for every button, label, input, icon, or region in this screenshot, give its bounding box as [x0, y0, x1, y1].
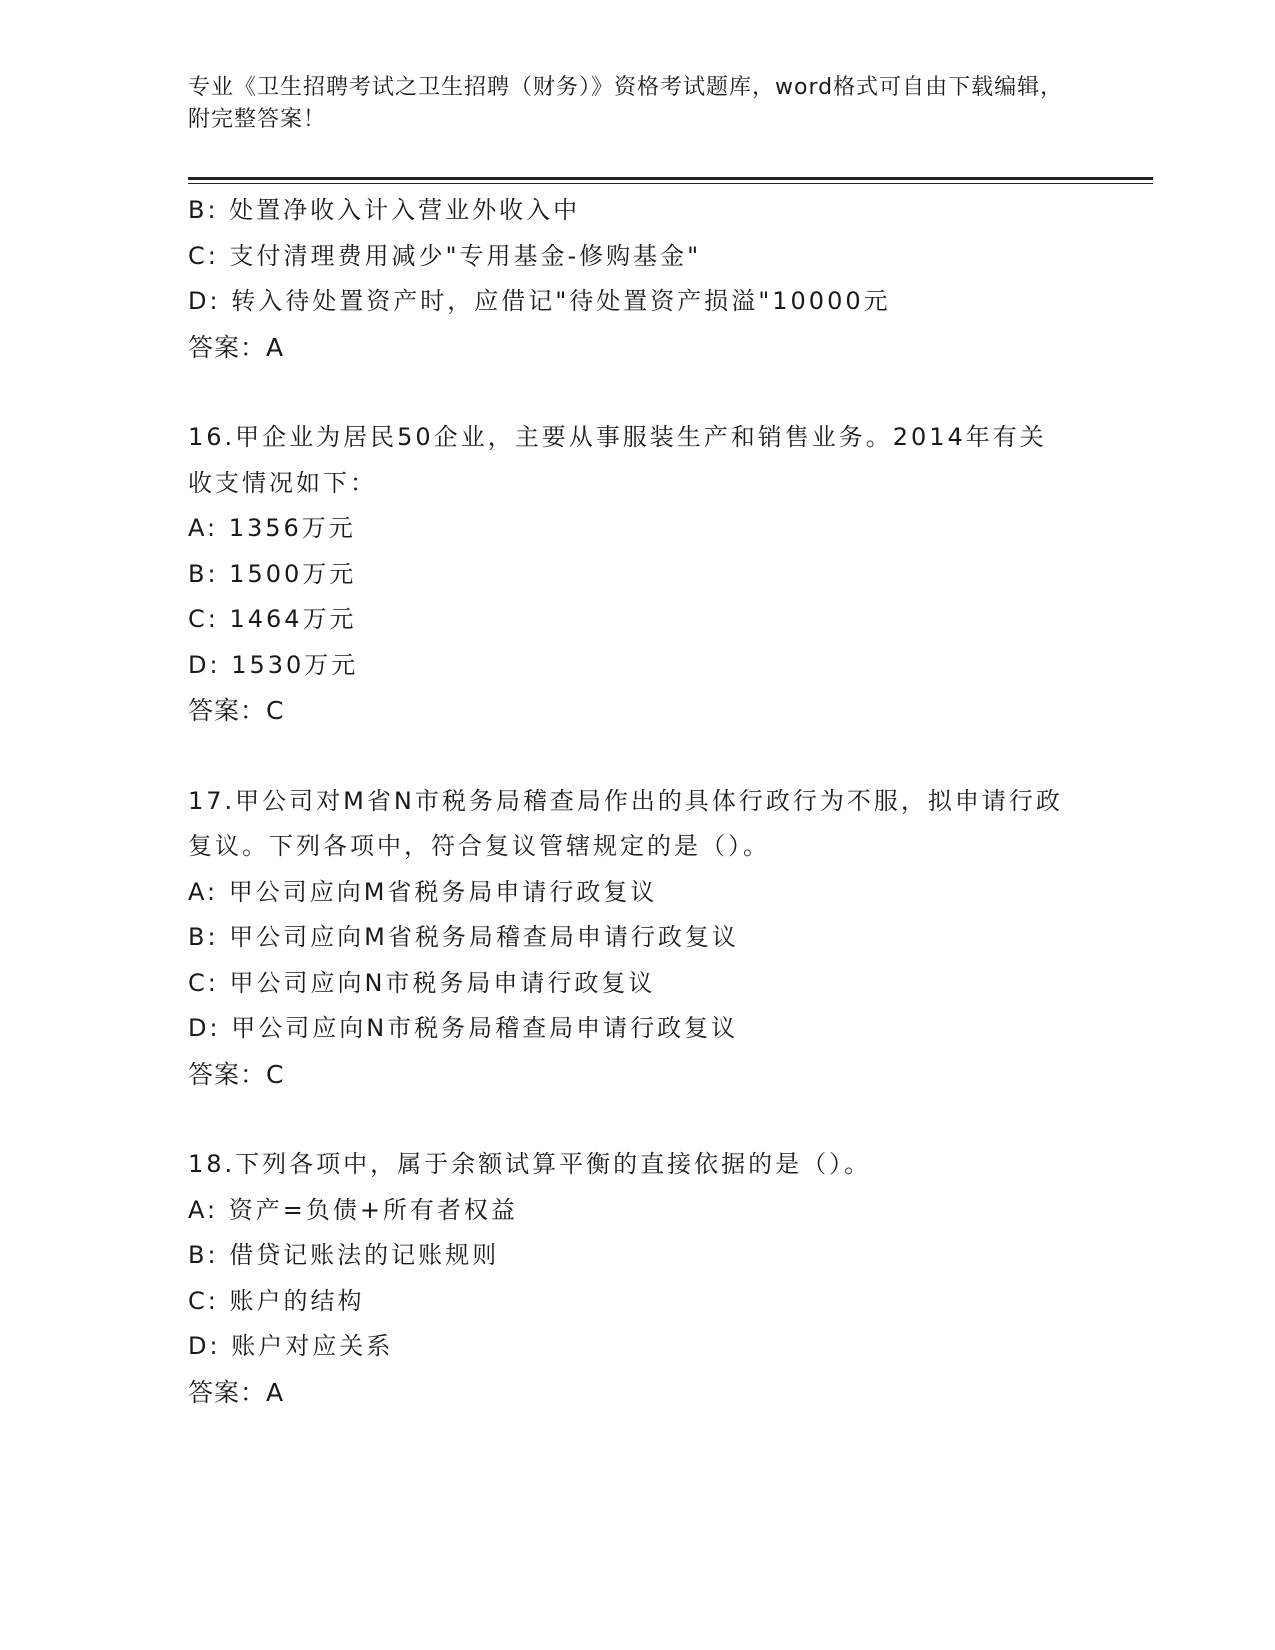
- question-text: 16.甲企业为居民50企业，主要从事服装生产和销售业务。2014年有关收支情况如下：: [188, 423, 1047, 497]
- option-d: D: 转入待处置资产时，应借记"待处置资产损溢"10000元: [188, 287, 891, 315]
- answer-label: 答案：C: [188, 1059, 285, 1089]
- option-d: D: 甲公司应向N市税务局稽查局申请行政复议: [188, 1014, 739, 1042]
- header-rule-thick: [188, 177, 1153, 180]
- option-b: B: 处置净收入计入营业外收入中: [188, 196, 581, 224]
- option-b: B: 甲公司应向M省税务局稽查局申请行政复议: [188, 923, 739, 951]
- question-text: 18.下列各项中，属于余额试算平衡的直接依据的是（）。: [188, 1150, 872, 1178]
- option-a: A: 甲公司应向M省税务局申请行政复议: [188, 877, 658, 906]
- option-c: C: 1464万元: [188, 605, 357, 633]
- answer-label: 答案：C: [188, 696, 285, 725]
- option-d: D: 账户对应关系: [188, 1332, 394, 1360]
- answer-label: 答案：A: [188, 332, 285, 362]
- option-b: B: 借贷记账法的记账规则: [188, 1241, 500, 1269]
- option-c: C: 支付清理费用减少"专用基金-修购基金": [188, 241, 702, 270]
- header-rule-thin: [188, 183, 1153, 184]
- question-gap: [188, 370, 1088, 415]
- question-gap: [188, 1097, 1088, 1142]
- option-b: B: 1500万元: [188, 559, 357, 588]
- option-a: A: 资产=负债+所有者权益: [188, 1195, 518, 1224]
- question-list: [188, 188, 1088, 1415]
- question-17: [188, 779, 1088, 1098]
- question-16: [188, 415, 1088, 734]
- option-c: C: 账户的结构: [188, 1286, 365, 1315]
- question-18: [188, 1142, 1088, 1415]
- document-header: 专业《卫生招聘考试之卫生招聘（财务）》资格考试题库，word格式可自由下载编辑，附完整答案！: [188, 75, 1064, 132]
- question-gap: [188, 734, 1088, 779]
- prev-question-block: [188, 188, 1088, 370]
- option-d: D: 1530万元: [188, 650, 359, 679]
- question-text: 17.甲公司对M省N市税务局稽查局作出的具体行政行为不服，拟申请行政复议。下列各项中，符合复议管辖规定的是（）。: [188, 786, 1063, 860]
- option-a: A: 1356万元: [188, 514, 356, 542]
- option-c: C: 甲公司应向N市税务局申请行政复议: [188, 968, 656, 997]
- answer-label: 答案：A: [188, 1377, 285, 1407]
